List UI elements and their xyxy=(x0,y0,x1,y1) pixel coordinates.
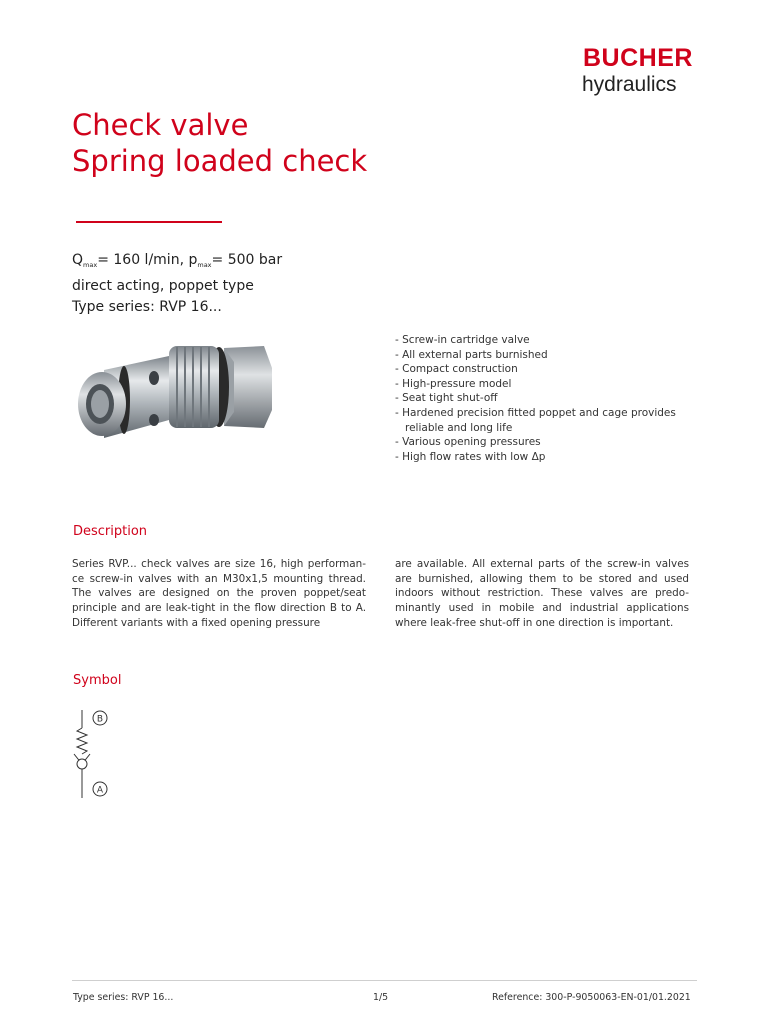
symbol-heading: Symbol xyxy=(73,673,122,688)
footer-type-series: Type series: RVP 16... xyxy=(73,992,174,1003)
description-column-1: Series RVP... check valves are size 16, high performan-ce screw-in valves with an M30x1,5 mounting thread. The valves are designed on the proven poppet/seat principle and are leak-tight in the flow direction B to A. Different variants with a fixed opening pressure xyxy=(72,558,366,629)
title-line-1: Check valve xyxy=(72,108,249,142)
spec-block xyxy=(72,250,282,318)
check-valve-symbol xyxy=(66,706,116,802)
spec-flow-pressure xyxy=(72,250,282,276)
spec-type: direct acting, poppet type xyxy=(72,278,254,294)
feature-item: - Various opening pressures xyxy=(395,436,541,449)
feature-item: - All external parts burnished xyxy=(395,348,548,361)
description-heading: Description xyxy=(73,524,148,539)
feature-list xyxy=(395,333,676,464)
footer-reference: Reference: 300-P-9050063-EN-01/01.2021 xyxy=(492,992,691,1003)
feature-item: - Compact construction xyxy=(395,363,518,376)
footer-divider xyxy=(72,980,697,981)
feature-item: - High-pressure model xyxy=(395,377,512,390)
feature-item: - Seat tight shut-off xyxy=(395,392,498,405)
feature-item: - High flow rates with low Δp xyxy=(395,450,546,463)
p-value: = 500 bar xyxy=(211,252,283,268)
brand-logo-sub: hydraulics xyxy=(582,73,677,96)
title-line-2: Spring loaded check xyxy=(72,144,368,178)
spec-series: Type series: RVP 16... xyxy=(72,299,222,315)
q-subscript: max xyxy=(83,261,98,269)
p-subscript: max xyxy=(197,261,212,269)
brand-logo: BUCHER xyxy=(583,44,693,72)
title-underline xyxy=(76,221,222,223)
valve-cartridge-image xyxy=(74,328,284,458)
port-b-label: B xyxy=(96,714,104,725)
port-a-label: A xyxy=(96,785,104,796)
feature-item: - Hardened precision fitted poppet and cage provides xyxy=(395,406,676,419)
description-column-2: are available. All external parts of the screw-in valves are burnished, allowing them to be stored and used indoors without restriction. These valves are predo-minantly used in mobile and industrial applications where leak-free shut-off in one direction is important. xyxy=(395,558,689,629)
feature-item: reliable and long life xyxy=(395,421,513,434)
q-value: = 160 l/min, p xyxy=(97,252,198,268)
page-title xyxy=(72,107,367,179)
feature-item: - Screw-in cartridge valve xyxy=(395,334,530,346)
footer-page-number: 1/5 xyxy=(373,992,389,1003)
q-symbol: Q xyxy=(72,252,84,268)
